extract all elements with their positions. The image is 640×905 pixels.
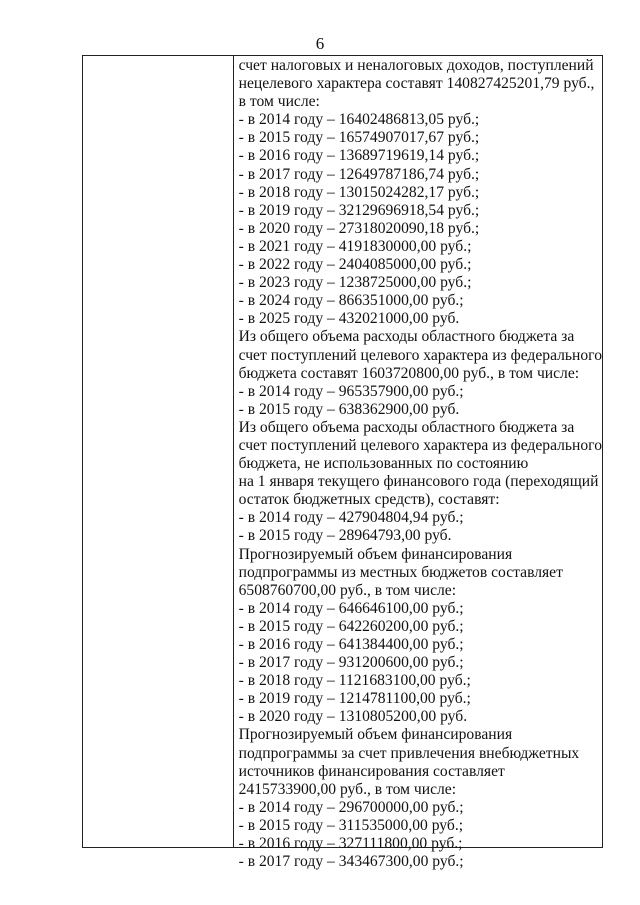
text-line: - в 2020 году – 1310805200,00 руб.	[238, 708, 468, 726]
text-line: - в 2020 году – 27318020090,18 руб.;	[238, 219, 480, 237]
text-line: бюджета, не использованных по состоянию	[238, 455, 529, 473]
text-line: - в 2018 году – 13015024282,17 руб.;	[238, 183, 480, 201]
text-line: - в 2016 году – 13689719619,14 руб.;	[238, 147, 480, 165]
text-line: 2415733900,00 руб., в том числе:	[238, 780, 457, 798]
text-line: - в 2014 году – 427904804,94 руб.;	[238, 509, 464, 527]
text-line: - в 2024 году – 866351000,00 руб.;	[238, 292, 464, 310]
text-line: - в 2015 году – 16574907017,67 руб.;	[238, 129, 480, 147]
text-line: нецелевого характера составят 140827425201,79 руб.,	[238, 75, 595, 93]
text-line: - в 2015 году – 311535000,00 руб.;	[238, 816, 464, 834]
text-line: Из общего объема расходы областного бюджета за	[238, 328, 575, 346]
text-line: - в 2022 году – 2404085000,00 руб.;	[238, 256, 472, 274]
text-line: - в 2017 году – 12649787186,74 руб.;	[238, 165, 480, 183]
text-line: - в 2017 году – 931200600,00 руб.;	[238, 654, 464, 672]
text-line: - в 2018 году – 1121683100,00 руб.;	[238, 672, 471, 690]
text-line: подпрограммы за счет привлечения внебюджетных	[238, 744, 580, 762]
text-line: - в 2014 году – 16402486813,05 руб.;	[238, 111, 480, 129]
table-left-cell	[83, 56, 234, 847]
text-line: - в 2014 году – 646646100,00 руб.;	[238, 599, 464, 617]
text-line: - в 2014 году – 965357900,00 руб.;	[238, 382, 464, 400]
page-number: 6	[315, 34, 325, 53]
text-line: - в 2017 году – 343467300,00 руб.;	[238, 853, 464, 871]
text-line: - в 2016 году – 641384400,00 руб.;	[238, 636, 464, 653]
text-line: Из общего объема расходы областного бюджета за	[238, 418, 575, 436]
text-line: счет поступлений целевого характера из федерального	[238, 346, 602, 364]
text-line: на 1 января текущего финансового года (переходящий	[238, 473, 599, 491]
document-table	[82, 55, 603, 871]
text-line: счет налоговых и неналоговых доходов, поступлений	[238, 57, 594, 74]
text-line: остаток бюджетных средств), составят:	[238, 491, 500, 509]
text-line: бюджета составят 1603720800,00 руб., в том числе:	[238, 364, 580, 382]
text-line: - в 2019 году – 1214781100,00 руб.;	[238, 690, 471, 708]
text-line: - в 2021 году – 4191830000,00 руб.;	[238, 237, 472, 255]
text-line: - в 2015 году – 28964793,00 руб.	[238, 527, 452, 545]
text-line: - в 2015 году – 638362900,00 руб.	[238, 400, 460, 418]
text-line: - в 2015 году – 642260200,00 руб.;	[238, 617, 464, 635]
text-line: - в 2025 году – 432021000,00 руб.	[238, 310, 460, 328]
text-line: - в 2019 году – 32129696918,54 руб.;	[238, 201, 480, 219]
text-line: счет поступлений целевого характера из федерального	[238, 436, 602, 454]
text-line: - в 2014 году – 296700000,00 руб.;	[238, 798, 464, 816]
text-line: Прогнозируемый объем финансирования	[238, 726, 513, 744]
text-line: 6508760700,00 руб., в том числе:	[238, 581, 457, 599]
text-line: - в 2016 году – 327111800,00 руб.;	[238, 835, 463, 853]
text-line: Прогнозируемый объем финансирования	[238, 545, 513, 563]
text-line: - в 2023 году – 1238725000,00 руб.;	[238, 274, 472, 292]
text-line: в том числе:	[238, 93, 320, 111]
table-right-cell	[234, 56, 602, 871]
text-line: подпрограммы из местных бюджетов составляет	[238, 563, 563, 581]
text-line: источников финансирования составляет	[238, 762, 505, 780]
